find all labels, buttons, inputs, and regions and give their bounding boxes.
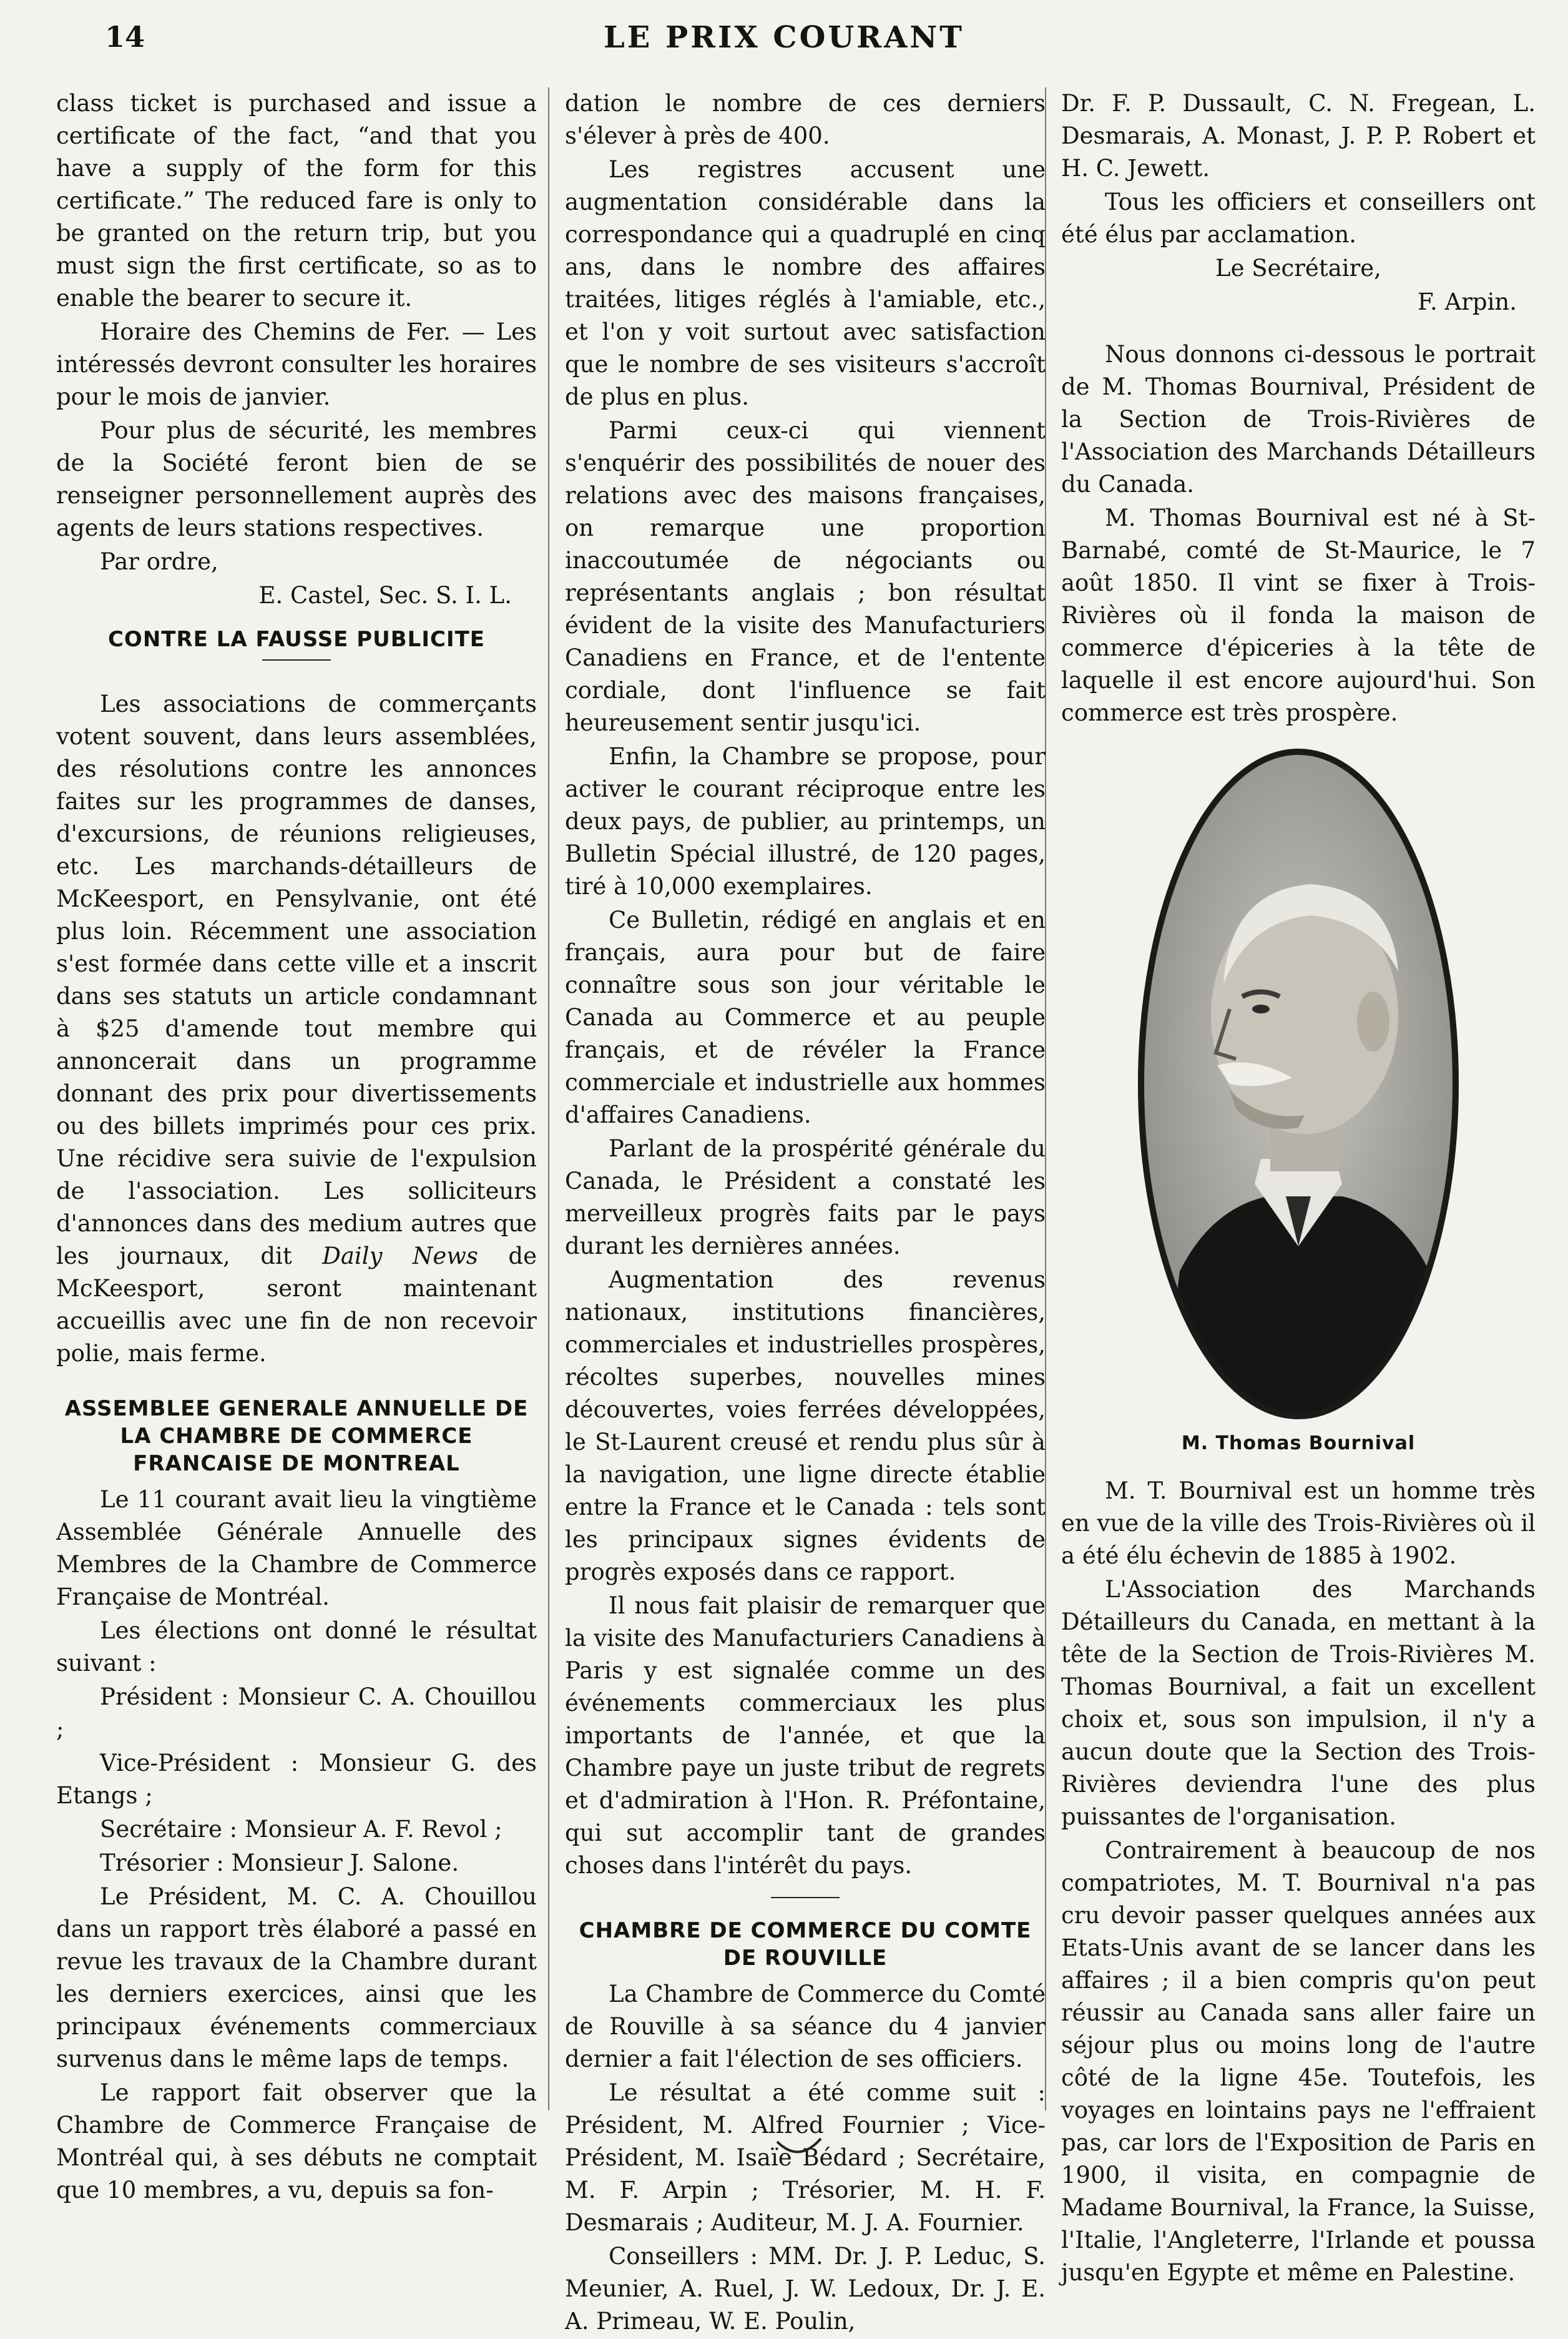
article-text: Les associations de commerçants votent souvent, dans leurs assemblées, des résolutions contre les annonces faites sur les programmes de danses, d'excursions, de réunions religieuses, etc. Les marchands-détailleurs de McKeesport, en Pensylvanie, ont été plus loin. Récemment une association s'est formée dans cette ville et a inscrit dans ses statuts un article condamnant à $25 d'amende tout membre qui annoncerait dans un programme donnant des prix pour divertissements ou des billets imprimés pour ces prix. Une récidive sera suivie de l'expulsion de l'association. Les solliciteurs d'annonces dans des medium autres que les journaux, dit <box>56 691 537 1269</box>
article-paragraph: Secrétaire : Monsieur A. F. Revol ; <box>100 1816 502 1843</box>
article-paragraph: Horaire des Chemins de Fer. — Les intéressés devront consulter les horaires pour le mois de janvier. <box>56 318 537 410</box>
article-paragraph: Conseillers : MM. Dr. J. P. Leduc, S. Meunier, A. Ruel, J. W. Ledoux, Dr. J. E. A. Primeau, W. E. Poulin, <box>565 2243 1046 2335</box>
column-2 <box>565 87 1046 2339</box>
portrait-photo <box>1136 747 1461 1421</box>
article-paragraph: Il nous fait plaisir de remarquer que la visite des Manufacturiers Canadiens à Paris y est signalée comme un des événements commerciaux les plus importants de l'année, et que la Chambre paye un juste tribut de regrets et d'admiration à l'Hon. R. Préfontaine, qui sut accomplir tant de grandes choses dans l'intérêt du pays. <box>565 1592 1046 1879</box>
article-paragraph: Pour plus de sécurité, les membres de la Société feront bien de se renseigner personnellement auprès des agents de leurs stations respectives. <box>56 417 537 541</box>
article-paragraph: Vice-Président : Monsieur G. des Etangs ; <box>56 1750 537 1809</box>
article-paragraph: Les registres accusent une augmentation considérable dans la correspondance qui a quadruplé en cinq ans, dans le nombre des affaires traitées, litiges réglés à l'amiable, etc., et l'on y voit surtout avec satisfaction que le nombre de ses visiteurs s'accroît de plus en plus. <box>565 156 1046 410</box>
article-paragraph <box>56 688 537 1370</box>
article-paragraph: Président : Monsieur C. A. Chouillou ; <box>56 1683 537 1743</box>
article-paragraph: Le rapport fait observer que la Chambre de Commerce Française de Montréal qui, à ses débuts ne comptait que 10 membres, a vu, depuis sa fon- <box>56 2079 537 2204</box>
article-paragraph: Contrairement à beaucoup de nos compatriotes, M. T. Bournival n'a pas cru devoir passer quelques années aux Etats-Unis avant de se lancer dans les affaires ; il a bien compris qu'on peut réussir au Canada sans aller faire un séjour plus ou moins long de l'autre côté de la ligne 45e. Toutefois, les voyages en lointains pays ne l'effraient pas, car lors de l'Exposition de Paris en 1900, il visita, en compagnie de Madame Bournival, la France, la Suisse, l'Italie, l'Angleterre, l'Irlande et poussa jusqu'en Egypte et même en Palestine. <box>1061 1837 1536 2286</box>
article-paragraph: dation le nombre de ces derniers s'élever à près de 400. <box>565 90 1046 149</box>
article-paragraph: Nous donnons ci-dessous le portrait de M. Thomas Bournival, Président de la Section de Trois-Rivières de l'Association des Marchands Détailleurs du Canada. <box>1061 341 1536 498</box>
article-paragraph: Le Président, M. C. A. Chouillou dans un rapport très élaboré a passé en revue les travaux de la Chambre durant les derniers exercices, ainsi que les principaux événements commerciaux survenus dans le même laps de temps. <box>56 1883 537 2072</box>
running-head <box>94 20 1474 64</box>
article-paragraph: Dr. F. P. Dussault, C. N. Fregean, L. Desmarais, A. Monast, J. P. P. Robert et H. C. Jewett. <box>1061 90 1536 182</box>
article-paragraph: Tous les officiers et conseillers ont été élus par acclamation. <box>1061 189 1536 248</box>
signature: E. Castel, Sec. S. I. L. <box>258 582 512 609</box>
column-1 <box>56 87 537 2208</box>
article-paragraph: L'Association des Marchands Détailleurs du Canada, en mettant à la tête de la Section de Trois-Rivières M. Thomas Bournival, a fait un excellent choix et, sous son impulsion, il n'y a aucun doute que la Section des Trois-Rivières deviendra l'une des plus puissantes de l'organisation. <box>1061 1576 1536 1830</box>
section-heading: CONTRE LA FAUSSE PUBLICITE <box>107 627 486 652</box>
article-paragraph: class ticket is purchased and issue a certificate of the fact, “and that you have a supply of the form for this certificate.” The reduced fare is only to be granted on the return trip, but you must sign the first certificate, so as to enable the bearer to secure it. <box>56 90 537 312</box>
article-paragraph: Augmentation des revenus nationaux, institutions financières, commerciales et industrielles prospères, récoltes superbes, nouvelles mines découvertes, voies ferrées développées, le St-Laurent creusé et rendu plus sûr à la navigation, une ligne directe établie entre la France et le Canada : tels sont les principaux signes évidents de progrès exposés dans ce rapport. <box>565 1266 1046 1585</box>
section-heading: CHAMBRE DE COMMERCE DU COMTE DE ROUVILLE <box>579 1918 1032 1971</box>
journal-title: LE PRIX COURANT <box>603 20 965 55</box>
heading-rule <box>262 659 331 661</box>
column-3 <box>1061 87 1536 2290</box>
article-paragraph: Les élections ont donné le résultat suivant : <box>56 1617 537 1677</box>
section-rule <box>771 1897 840 1898</box>
signature: F. Arpin. <box>1418 288 1517 315</box>
article-paragraph: Le 11 courant avait lieu la vingtième Assemblée Générale Annuelle des Membres de la Chambre de Commerce Française de Montréal. <box>56 1486 537 1610</box>
page-number: 14 <box>105 20 145 54</box>
article-paragraph: Enfin, la Chambre se propose, pour activer le courant réciproque entre les deux pays, de publier, au printemps, un Bulletin Spécial illustré, de 120 pages, tiré à 10,000 exemplaires. <box>565 743 1046 900</box>
article-paragraph: La Chambre de Commerce du Comté de Rouville à sa séance du 4 janvier dernier a fait l'élection de ses officiers. <box>565 1981 1046 2072</box>
article-paragraph: M. Thomas Bournival est né à St-Barnabé, comté de St-Maurice, le 7 août 1850. Il vint se fixer à Trois-Rivières où il fonda la maison de commerce d'épiceries à la tête de laquelle il est encore aujourd'hui. Son commerce est très prospère. <box>1061 505 1536 726</box>
portrait-illustration <box>1136 747 1461 1421</box>
section-heading: ASSEMBLEE GENERALE ANNUELLE DE LA CHAMBRE DE COMMERCE FRANCAISE DE MONTREAL <box>64 1396 529 1476</box>
article-paragraph: M. T. Bournival est un homme très en vue de la ville des Trois-Rivières où il a été élu échevin de 1885 à 1902. <box>1061 1477 1536 1569</box>
article-paragraph: Le résultat a été comme suit : Président, M. Alfred Fournier ; Vice-Président, M. Isaïe Bédard ; Secrétaire, M. F. Arpin ; Trésorier, M. H. F. Desmarais ; Auditeur, M. J. A. Fournier. <box>565 2079 1046 2236</box>
column-rule <box>548 87 549 2110</box>
newspaper-name: Daily News <box>322 1243 478 1269</box>
portrait-caption: M. Thomas Bournival <box>1181 1432 1416 1454</box>
article-paragraph: Ce Bulletin, rédigé en anglais et en français, aura pour but de faire connaître sous son jour véritable le Canada au Commerce et au peuple français, et de révéler la France commerciale et industrielle aux hommes d'affaires Canadiens. <box>565 907 1046 1128</box>
article-paragraph: Par ordre, <box>100 548 218 575</box>
article-paragraph: Parmi ceux-ci qui viennent s'enquérir des possibilités de nouer des relations avec des maisons françaises, on remarque une proportion inaccoutumée de négociants ou représentants anglais ; bon résultat évident de la visite des Manufacturiers Canadiens en France, et de l'entente cordiale, dont l'influence se fait heureusement sentir jusqu'ici. <box>565 417 1046 736</box>
article-text: de McKeesport, seront maintenant accueillis avec une fin de non recevoir polie, mais ferme. <box>56 1243 537 1367</box>
article-paragraph: Trésorier : Monsieur J. Salone. <box>100 1849 459 1876</box>
printer-mark-icon <box>774 2135 824 2160</box>
article-paragraph: Parlant de la prospérité générale du Canada, le Président a constaté les merveilleux progrès faits par le pays durant les dernières années. <box>565 1135 1046 1259</box>
signature-label: Le Secrétaire, <box>1215 255 1381 282</box>
